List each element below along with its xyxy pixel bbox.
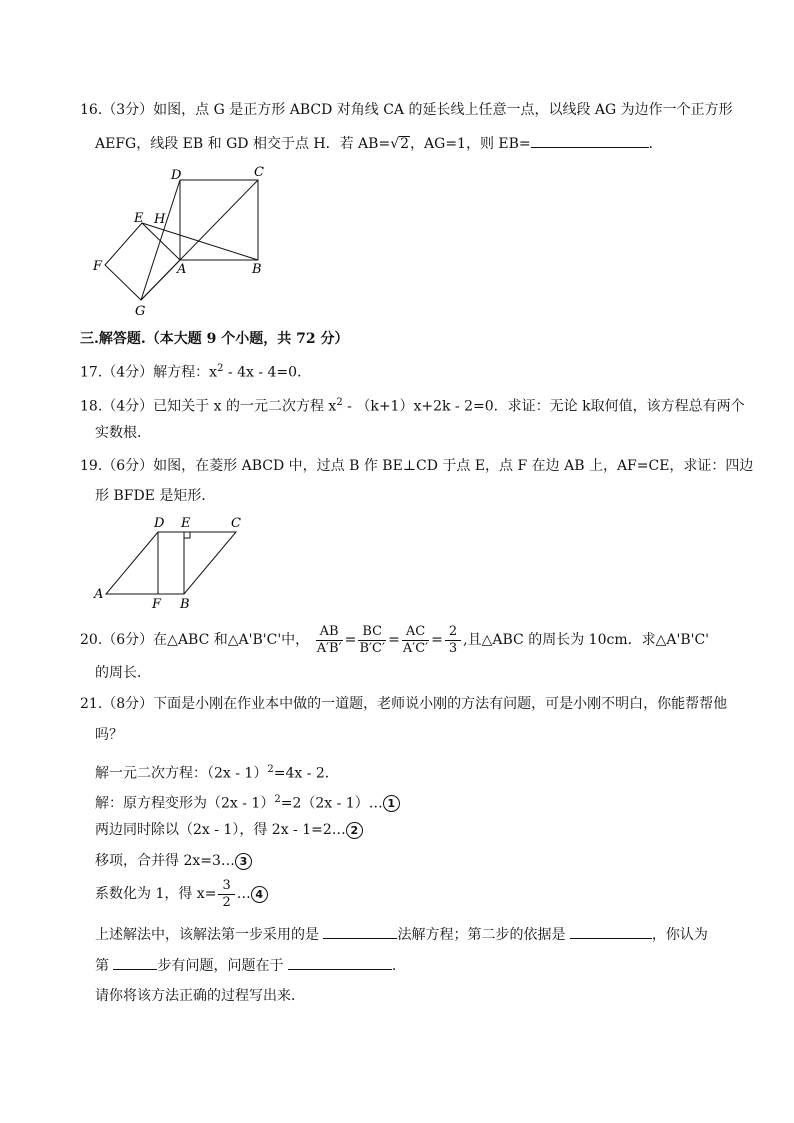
fraction-ab-num: AB [316, 624, 343, 641]
q16-figure [88, 160, 288, 325]
answer-blank-step[interactable] [113, 955, 157, 970]
q21-fill-line1 [95, 924, 708, 945]
q21-final-instruction: 请你将该方法正确的过程写出来． [95, 988, 305, 1004]
label-f: F [93, 259, 103, 274]
q21-s1-b: =4x - 2． [273, 765, 339, 782]
equals-1: = [344, 632, 357, 648]
answer-blank-basis[interactable] [570, 924, 652, 939]
square-aefg [105, 223, 180, 300]
fraction-bc-den: B′C′ [359, 640, 385, 656]
q18-line2: 实数根． [95, 425, 151, 441]
line-gd [141, 180, 180, 300]
q17-text-a: 17.（4分）解方程：x [80, 364, 218, 381]
q21-s7-a: 第 [95, 958, 114, 974]
label-c: C [254, 165, 264, 180]
fraction-3-2 [218, 878, 234, 911]
q16-text-c: ． [648, 136, 663, 152]
q19-figure [88, 510, 258, 615]
q20-text-a: 20.（6分）在△ABC 和△A'B'C'中， [80, 632, 310, 648]
fraction-ac [402, 624, 429, 657]
q17 [80, 359, 311, 383]
sqrt-symbol: √ [390, 136, 400, 152]
q18-text-a: 18.（4分）已知关于 x 的一元二次方程 x [80, 398, 337, 415]
line-gc [141, 180, 258, 300]
q20-line2: 的周长． [95, 665, 151, 681]
q16-text-b: ，AG=1，则 EB= [410, 136, 531, 152]
answer-blank-method[interactable] [323, 924, 397, 939]
q21-s6-a: 上述解法中，该解法第一步采用的是 [95, 927, 324, 943]
section-3-heading: 三.解答题.（本大题 9 个小题，共 72 分） [80, 331, 349, 347]
q21-s2-b: =2（2x - 1）… [280, 795, 383, 812]
fraction-ac-den: A′C′ [402, 640, 429, 656]
label-d: D [171, 168, 182, 183]
fraction-2-3 [445, 624, 461, 657]
line-eb [142, 223, 258, 260]
q21-s1-a: 解一元二次方程：（2x - 1） [95, 765, 268, 782]
label-a: A [177, 262, 187, 277]
q18-line1 [80, 393, 745, 417]
answer-blank-problem[interactable] [288, 955, 392, 970]
fraction-ab [316, 624, 343, 657]
label-e: E [134, 211, 144, 226]
q21-step-4 [95, 876, 268, 912]
q21-line2: 吗？ [95, 727, 123, 743]
q19-line1: 19.（6分）如图，在菱形 ABCD 中，过点 B 作 BE⊥CD 于点 E，点 F 在边 AB 上，AF=CE，求证：四边 [80, 458, 754, 474]
q21-step-problem [95, 760, 339, 784]
q16-line1: 16.（3分）如图，点 G 是正方形 ABCD 对角线 CA 的延长线上任意一点，以线段 AG 为边作一个正方形 [80, 102, 733, 118]
q21-s7-b: 步有问题，问题在于 [157, 958, 288, 974]
q21-step-1 [95, 790, 400, 814]
label-b: B [252, 262, 262, 277]
q21-s2-sup: 2 [274, 794, 281, 805]
fraction-2-3-num: 2 [445, 624, 461, 641]
q16-text-a: AEFG，线段 EB 和 GD 相交于点 H．若 AB= [95, 136, 391, 152]
fraction-3-2-den: 2 [222, 894, 231, 910]
circled-number-4: 4 [251, 886, 268, 903]
fraction-3-2-num: 3 [218, 878, 234, 895]
fraction-bc-num: BC [358, 624, 386, 641]
rhombus-abcd [106, 532, 236, 594]
fraction-ab-den: A′B′ [316, 640, 342, 656]
q21-s2-a: 解：原方程变形为（2x - 1） [95, 795, 275, 812]
q20-text-b: ,且△ABC 的周长为 10cm．求△A'B'C' [463, 632, 710, 648]
right-angle-mark [184, 532, 190, 538]
label-e: E [181, 516, 191, 531]
q21-s5-b: … [236, 886, 251, 902]
circled-number-2: 2 [346, 822, 363, 839]
fraction-bc [358, 624, 386, 657]
q16-line2 [95, 133, 663, 154]
q21-fill-line2 [95, 955, 406, 976]
label-g: G [135, 304, 146, 319]
q18-sup: 2 [336, 397, 343, 408]
equals-2: = [388, 632, 400, 648]
q20-line1 [80, 622, 709, 658]
q21-s6-c: ，你认为 [651, 927, 708, 943]
label-b: B [180, 597, 190, 612]
label-d: D [154, 516, 165, 531]
equals-3: = [431, 632, 443, 648]
label-a: A [94, 587, 104, 602]
sqrt-value: 2 [400, 136, 410, 152]
q17-text-b: - 4x - 4=0． [223, 364, 312, 381]
fraction-2-3-den: 3 [448, 640, 458, 656]
q21-s4: 移项，合并得 2x=3… [95, 853, 235, 869]
circled-number-1: 1 [383, 795, 400, 812]
q21-s1-sup: 2 [267, 764, 274, 775]
label-h: H [154, 212, 166, 227]
circled-number-3: 3 [235, 853, 252, 870]
q21-s5-a: 系数化为 1，得 x= [95, 886, 217, 902]
answer-blank-16[interactable] [531, 133, 649, 148]
q21-step-3 [95, 851, 252, 871]
label-c: C [231, 516, 241, 531]
q18-text-b: - （k+1）x+2k - 2=0．求证：无论 k取何值，该方程总有两个 [342, 398, 745, 415]
q21-s7-c: ． [391, 958, 406, 974]
q21-line1: 21.（8分）下面是小刚在作业本中做的一道题，老师说小刚的方法有问题，可是小刚不明白，你能帮帮他 [80, 696, 728, 712]
q19-line2: 形 BFDE 是矩形． [95, 488, 216, 504]
q21-step-2 [95, 820, 363, 840]
q17-sup: 2 [217, 363, 224, 374]
label-f: F [152, 597, 162, 612]
fraction-ac-num: AC [402, 624, 429, 641]
q21-s3: 两边同时除以（2x - 1），得 2x - 1=2… [95, 822, 346, 838]
q21-s6-b: 法解方程；第二步的依据是 [397, 927, 570, 943]
